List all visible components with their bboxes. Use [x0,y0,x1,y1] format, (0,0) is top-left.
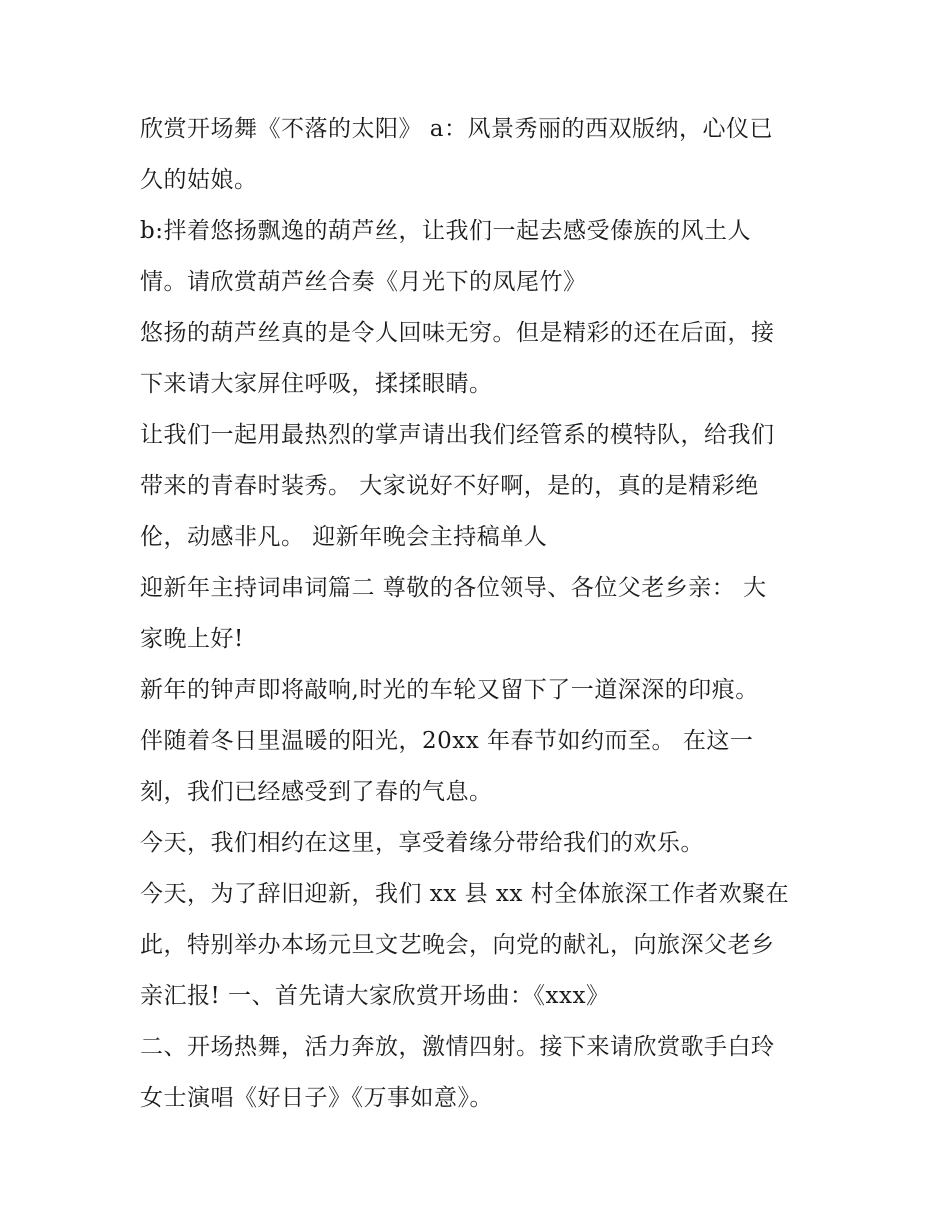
text-line: 让我们一起用最热烈的掌声请出我们经管系的模特队，给我们 [140,422,775,448]
text-line: 久的姑娘。 [140,167,258,193]
text-line: 二、开场热舞，活力奔放，激情四射。接下来请欣赏歌手白玲 [140,1034,775,1060]
text-line: 今天，为了辞旧迎新，我们 xx 县 xx 村全体旅深工作者欢聚在 [140,881,790,907]
text-line: 伴随着冬日里温暖的阳光，20xx 年春节如约而至。 在这一 [140,728,754,754]
text-line: 迎新年主持词串词篇二 尊敬的各位领导、各位父老乡亲： 大 [140,575,767,601]
text-line: 今天，我们相约在这里，享受着缘分带给我们的欢乐。 [140,830,704,856]
text-line: 女士演唱《好日子》《万事如意》。 [140,1085,493,1111]
text-line: 此，特别举办本场元旦文艺晚会，向党的献礼，向旅深父老乡 [140,932,775,958]
text-line: 家晚上好! [140,626,244,652]
text-line: 下来请大家屏住呼吸，揉揉眼睛。 [140,371,493,397]
text-line: 刻，我们已经感受到了春的气息。 [140,779,493,805]
text-line: 亲汇报! 一、首先请大家欣赏开场曲：《xxx》 [140,983,610,1009]
text-line: 悠扬的葫芦丝真的是令人回味无穷。但是精彩的还在后面，接 [140,320,775,346]
text-line: 带来的青春时装秀。 大家说好不好啊，是的，真的是精彩绝 [140,473,759,499]
document-body [140,104,820,1124]
text-line: b:拌着悠扬飘逸的葫芦丝，让我们一起去感受傣族的风土人 [140,218,751,244]
text-line: 情。请欣赏葫芦丝合奏《月光下的凤尾竹》 [140,269,587,295]
text-line: 欣赏开场舞《不落的太阳》 a：风景秀丽的西双版纳，心仪已 [140,116,774,142]
text-line: 新年的钟声即将敲响,时光的车轮又留下了一道深深的印痕。 [140,677,759,703]
text-line: 伦，动感非凡。 迎新年晚会主持稿单人 [140,524,548,550]
